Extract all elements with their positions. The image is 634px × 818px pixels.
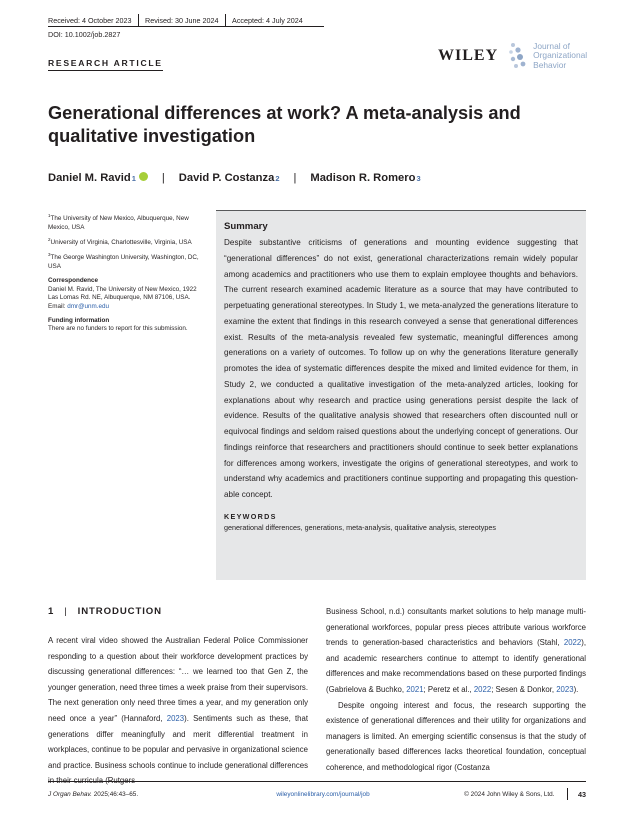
author-separator: | bbox=[161, 172, 165, 184]
affiliation-text: The University of New Mexico, Albuquerque, New Mexico, USA bbox=[48, 215, 189, 231]
author-affiliation-marker: 2 bbox=[275, 174, 280, 183]
email-label: Email: bbox=[48, 302, 68, 310]
affiliation-marker: 2 bbox=[48, 236, 51, 242]
author-list bbox=[48, 172, 421, 184]
footer-citation bbox=[48, 791, 228, 798]
author-affiliation-marker: 3 bbox=[416, 174, 421, 183]
affiliation bbox=[48, 212, 208, 232]
author-name[interactable]: David P. Costanza bbox=[178, 172, 275, 184]
footer-copyright: © 2024 John Wiley & Sons, Ltd. bbox=[464, 790, 555, 798]
accepted-date: Accepted: 4 July 2024 bbox=[232, 15, 303, 25]
footer-journal: J Organ Behav. bbox=[48, 790, 92, 798]
affiliation bbox=[48, 236, 208, 248]
citation-link[interactable]: 2021 bbox=[406, 684, 424, 694]
correspondence-text bbox=[48, 286, 208, 311]
text-run: ). bbox=[573, 684, 579, 694]
publisher-logo bbox=[438, 42, 587, 70]
affiliation bbox=[48, 251, 208, 271]
affiliation-text: The George Washington University, Washington, DC, USA bbox=[48, 254, 199, 270]
citation-link[interactable]: 2023 bbox=[556, 684, 574, 694]
paragraph bbox=[326, 604, 586, 698]
keywords-text: generational differences, generations, meta-analysis, qualitative analysis, stereotypes bbox=[224, 522, 496, 532]
funding-heading: Funding information bbox=[48, 316, 110, 324]
correspondence-heading: Correspondence bbox=[48, 277, 99, 285]
body-column-left bbox=[48, 633, 308, 789]
citation-link[interactable]: 2022 bbox=[563, 638, 582, 648]
text-run: A recent viral video showed the Australian Federal Police Commissioner responding to a question about their workforce development practices by discussing generational differences: “… we learned too that Gen Z, the younger generation, need three times a week praise from their supervisors. The next generation only need three times a year, and my generation only need once a year” (Hannaford, bbox=[48, 636, 308, 723]
article-info-column bbox=[48, 212, 208, 338]
journal-name-line: Behavior bbox=[533, 59, 567, 70]
summary-heading: Summary bbox=[224, 221, 268, 232]
doi[interactable]: DOI: 10.1002/job.2827 bbox=[48, 30, 121, 39]
text-run: ; Sesen & Donkor, bbox=[491, 684, 557, 694]
email-link[interactable]: dmr@unm.edu bbox=[67, 302, 109, 310]
correspondence-address: Daniel M. Ravid, The University of New Mexico, 1922 Las Lomas Rd. NE, Albuquerque, NM 87106, USA. bbox=[48, 285, 197, 302]
footer-rule bbox=[48, 781, 586, 782]
section-number: 1 bbox=[48, 606, 55, 617]
summary-text: Despite substantive criticisms of generations and mounting evidence suggesting that “generational differences” do not exist, generational characterizations remain widely popular among academics and practitioners who use them to explain employee thoughts and behaviors. The current research examined academic literature as a source that may have contributed to perpetuating generational stereotypes. In Study 1, we meta-analyzed the generations literature to examine the extent that findings in this research conveyed a sense that generational differences exist. Results of the meta-analysis revealed few systematic, meaningful differences among generations on a variety of outcomes. To follow up on why the generations literature generally promotes the idea of systematic differences despite the mixed and limited evidence for them, in Study 2, we conducted a qualitative investigation of the meta-analyzed articles, looking for explanations about why research and practice using generations persist despite the lack of evidence. Results of the qualitative analysis showed that researchers often discounted null or equivocal findings and seldom raised questions about the underlying concept of generations. Our findings reinforce that researchers and practitioners should continue to seek better explanations for differences among workers, investigate the origins of generational stereotypes, and work to understand why academics and practitioners continue supporting and propagating this questionable concept. bbox=[224, 238, 578, 499]
text-run: ), and academic researchers continue to attempt to identify generational differences and make recommendations based on these purported findings (Gabrielova & Buchko, bbox=[326, 638, 586, 694]
footer-volume: 2025;46:43–65. bbox=[91, 790, 139, 798]
affiliation-marker: 3 bbox=[48, 252, 51, 258]
wiley-wordmark: WILEY bbox=[438, 47, 499, 64]
journal-name bbox=[533, 42, 587, 70]
affiliation-text: University of Virginia, Charlottesville, Virginia, USA bbox=[50, 239, 192, 246]
body-column-right bbox=[326, 604, 586, 776]
text-run: ). Sentiments such as these, that generations differ meaningfully and merit differential treatment in workplaces, continue to be popular and pervasive in organizational science and practice. Business schools continue to include generational differences in their curricula (Rutgers bbox=[48, 713, 309, 786]
page-number: 43 bbox=[578, 789, 586, 799]
author-separator: | bbox=[293, 172, 297, 184]
keywords-heading: KEYWORDS bbox=[224, 511, 277, 521]
funding-text: There are no funders to report for this submission. bbox=[48, 325, 188, 333]
footer-url[interactable]: wileyonlinelibrary.com/journal/job bbox=[276, 790, 370, 798]
citation-link[interactable]: 2023 bbox=[166, 713, 185, 723]
author-name[interactable]: Daniel M. Ravid bbox=[48, 172, 131, 184]
citation-link[interactable]: 2022 bbox=[473, 684, 492, 694]
text-run: ; Peretz et al., bbox=[423, 684, 474, 694]
orcid-icon[interactable] bbox=[139, 172, 148, 181]
affiliation-marker: 1 bbox=[48, 213, 51, 218]
revised-date: Revised: 30 June 2024 bbox=[145, 15, 219, 25]
author-name[interactable]: Madison R. Romero bbox=[310, 172, 416, 184]
page-footer bbox=[48, 788, 586, 800]
paragraph bbox=[48, 633, 308, 789]
received-date: Received: 4 October 2023 bbox=[48, 15, 132, 25]
author-affiliation-marker: 1 bbox=[131, 174, 136, 183]
journal-name-line: Organizational bbox=[533, 50, 588, 61]
section-separator: | bbox=[64, 606, 68, 617]
text-run: Business School, n.d.) consultants market solutions to help manage multi-generational workforces, popular press pieces attribute various workforce trends to generation-based characteristics and behaviors (Stahl, bbox=[326, 607, 586, 648]
dates-row bbox=[48, 14, 309, 26]
section-title: INTRODUCTION bbox=[77, 606, 163, 617]
section-heading bbox=[48, 606, 162, 617]
journal-dots-icon bbox=[506, 42, 528, 70]
journal-name-line: Journal of bbox=[533, 41, 570, 52]
header-rule bbox=[48, 26, 324, 27]
footer-separator bbox=[567, 788, 569, 800]
summary-box bbox=[216, 210, 586, 580]
article-title: Generational differences at work? A meta-analysis and qualitative investigation bbox=[48, 103, 521, 146]
article-type: RESEARCH ARTICLE bbox=[48, 58, 163, 71]
paragraph: Despite ongoing interest and focus, the research supporting the existence of generational differences and their utility for organizations and managers is limited. An emerging scientific consensus is that the study of generationally based differences lacks theoretical foundation, conceptual coherence, and methodological rigor (Costanza bbox=[326, 700, 586, 772]
